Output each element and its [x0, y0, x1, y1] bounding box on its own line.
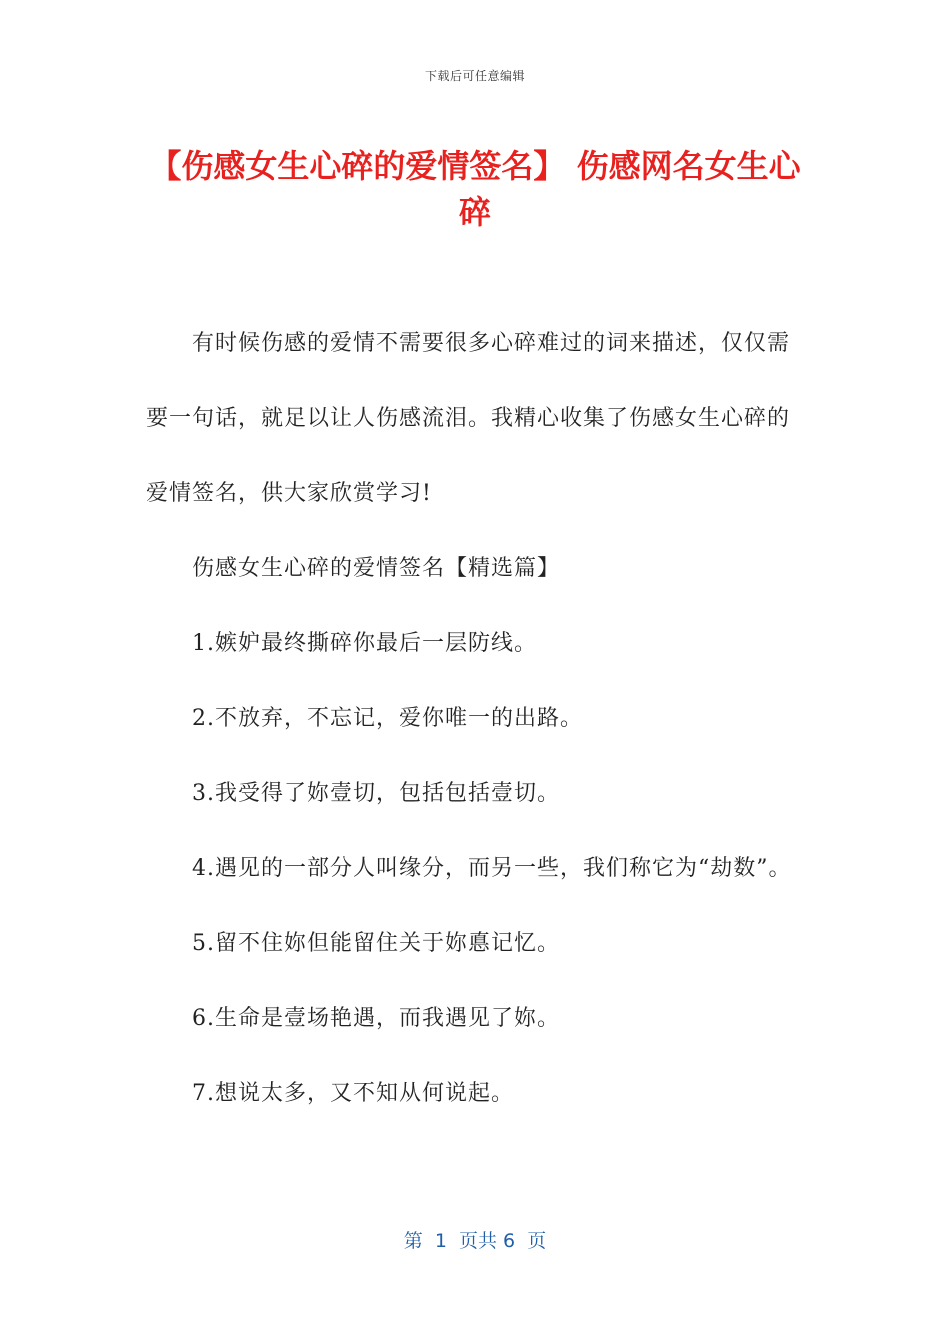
page-number-footer: 第 1 页共 6 页	[403, 1230, 547, 1252]
list-item: 7.想说太多，又不知从何说起。	[192, 1081, 514, 1106]
document-body	[146, 306, 796, 1131]
list-item: 3.我受得了妳壹切，包括包括壹切。	[192, 781, 560, 806]
list-item: 4.遇见的一部分人叫缘分，而另一些，我们称它为“劫数”。	[192, 856, 792, 881]
header-note: 下载后可任意编辑	[424, 69, 525, 83]
paragraph-intro: 有时候伤感的爱情不需要很多心碎难过的词来描述，仅仅需要一句话，就足以让人伤感流泪。我精心收集了伤感女生心碎的爱情签名，供大家欣赏学习!	[146, 331, 791, 506]
list-item: 6.生命是壹场艳遇，而我遇见了妳。	[192, 1006, 560, 1031]
list-item: 1.嫉妒最终撕碎你最后一层防线。	[192, 631, 537, 656]
section-heading: 伤感女生心碎的爱情签名【精选篇】	[192, 556, 561, 581]
list-item: 5.留不住妳但能留住关于妳悳记忆。	[192, 931, 560, 956]
document-title: 【伤感女生心碎的爱情签名】 伤感网名女生心碎	[149, 147, 801, 231]
list-item: 2.不放弃，不忘记，爱你唯一的出路。	[192, 706, 583, 731]
